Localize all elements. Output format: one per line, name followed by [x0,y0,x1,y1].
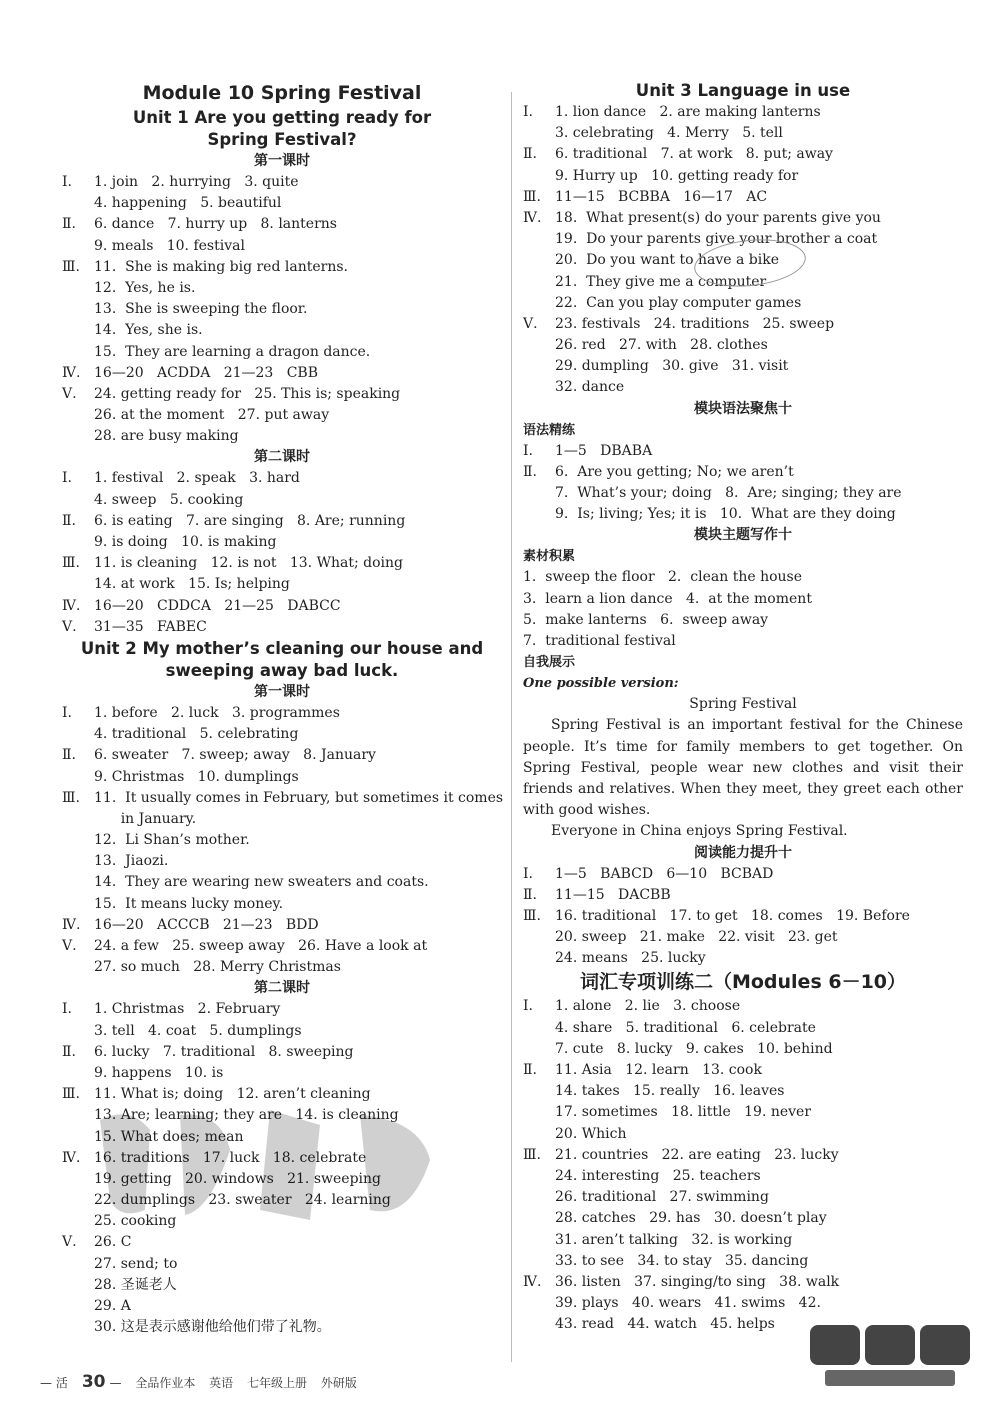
section-number: Ⅰ. [523,442,533,459]
answer-text: 28. are busy making [94,428,239,445]
subject: 英语 [209,1376,234,1390]
answer-line [62,767,502,788]
answer-line [62,193,502,214]
answer-line [62,405,502,426]
section-number: Ⅱ. [523,1062,537,1079]
answer-line [62,724,502,745]
section-title: 词汇专项训练二（Modules 6－10） [579,971,907,994]
answer-text: 7. cute 8. lucky 9. cakes 10. behind [555,1040,833,1057]
answer-line [523,1102,963,1123]
phrase-line: 7. traditional festival [523,632,676,649]
section-number: Ⅴ. [62,1234,77,1251]
answer-text: 1. lion dance 2. are making lanterns [555,104,821,120]
answer-text: 16—20 CDDCA 21—25 DABCC [94,597,341,614]
answer-line [523,1187,963,1208]
answer-line [62,1232,502,1253]
answer-text: 20. Do you want to have a bike [555,252,780,269]
section-number: Ⅰ. [62,174,72,190]
section-number: Ⅲ. [523,1146,541,1163]
answer-text: 19. Do your parents give your brother a coat [555,231,878,248]
answer-text: 26. C [94,1234,132,1251]
answer-text: 11—15 BCBBA 16—17 AC [555,188,768,205]
section-number: Ⅱ. [62,747,76,764]
lesson-heading: 第一课时 [254,683,310,700]
answer-text: 13. She is sweeping the floor. [94,301,308,318]
lesson-heading: 模块语法聚焦十 [694,400,792,417]
answer-line [523,293,963,314]
answer-text: 14. Yes, she is. [94,322,203,339]
section-number: Ⅳ. [523,209,542,226]
answer-text: 18. What present(s) do your parents give you [555,209,881,226]
answer-text: 16. traditions 17. luck 18. celebrate [94,1149,367,1166]
page-footer [40,1372,367,1392]
answer-text: 4. share 5. traditional 6. celebrate [555,1019,816,1036]
grade: 七年级上册 [247,1376,308,1390]
unit-heading: Unit 1 Are you getting ready for [132,108,432,127]
module-title: Module 10 Spring Festival [142,82,422,104]
answer-text: 1. alone 2. lie 3. choose [555,998,741,1015]
unit-heading: Unit 3 Language in use [635,81,851,100]
answer-text: 11. What is; doing 12. aren’t cleaning [94,1086,371,1103]
answer-text: 28. 圣诞老人 [94,1276,177,1293]
phrase-line: 1. sweep the floor 2. clean the house [523,569,803,586]
answer-line [523,335,963,356]
answer-line [62,363,502,384]
answer-line [523,102,963,123]
subsection-label: 素材积累 [523,549,576,565]
answer-text: 20. Which [555,1125,627,1142]
section-number: Ⅳ. [62,597,81,614]
answer-text: 22. dumplings 23. sweater 24. learning [94,1192,391,1209]
answer-text: 28. catches 29. has 30. doesn’t play [555,1210,827,1227]
answer-text: 6. sweater 7. sweep; away 8. January [94,747,376,764]
lesson-heading: 第二课时 [254,449,310,466]
answer-text: 4. happening 5. beautiful [94,195,282,212]
answer-text: 21. countries 22. are eating 23. lucky [555,1146,839,1163]
lesson-heading: 模块主题写作十 [694,527,792,544]
answer-text: 30. 这是表示感谢他给他们带了礼物。 [94,1319,331,1336]
answer-text: 1—5 DBABA [555,442,653,459]
answer-line [523,927,963,948]
answer-line [523,1251,963,1272]
answer-line [62,320,502,341]
lesson-heading: 第一课时 [254,153,310,169]
answer-text: 9. meals 10. festival [94,237,245,254]
answer-text: 4. traditional 5. celebrating [94,726,299,743]
answer-line [62,574,502,595]
answer-line [523,996,963,1017]
subsection-label: 语法精练 [523,422,576,438]
answer-text: 16—20 ACCCB 21—23 BDD [94,916,319,933]
answer-text: 9. Is; living; Yes; it is 10. What are they doing [555,506,896,523]
answer-text: 21. They give me a computer [555,273,767,290]
answer-text: 32. dance [555,379,625,396]
essay-intro: One possible version: [523,676,679,692]
answer-line [523,1272,963,1293]
answer-line [523,187,963,208]
answer-line [62,617,502,638]
answer-line [62,1317,502,1338]
answer-line [523,377,963,398]
essay-paragraph: Spring Festival is an important festival for the Chinese people. It’s time for family members to get together. On Spring Festival, people wear new clothes and visit their friends and relatives. When they meet, they greet each other with good wishes. [523,717,963,819]
answer-text: 6. lucky 7. traditional 8. sweeping [94,1043,354,1060]
section-number: Ⅰ. [62,1001,72,1018]
section-number: Ⅲ. [523,188,541,205]
edition: 外研版 [320,1376,357,1390]
answer-text: 19. getting 20. windows 21. sweeping [94,1170,381,1187]
answer-text: 26. red 27. with 28. clothes [555,337,768,354]
answer-text: 1. Christmas 2. February [94,1001,281,1018]
answer-line [62,596,502,617]
answer-line [62,703,502,724]
answer-line [62,957,502,978]
answer-line [62,745,502,766]
answer-text: 1—5 BABCD 6—10 BCBAD [555,865,774,882]
watermark-brush-text [90,1100,450,1230]
answer-line [62,490,502,511]
book-title: 全品作业本 [135,1376,196,1390]
answer-text: 39. plays 40. wears 41. swims 42. [555,1295,821,1312]
section-number: Ⅳ. [523,1273,542,1290]
section-number: Ⅰ. [523,865,533,882]
answer-site-logo [805,1320,975,1390]
answer-text: 11—15 DACBB [555,886,671,903]
answer-text: 43. read 44. watch 45. helps [555,1316,775,1333]
answer-line [62,851,502,872]
answer-line [62,809,502,830]
answer-line [523,504,963,525]
answer-text: 13. Jiaozi. [94,853,169,870]
answer-text: 6. is eating 7. are singing 8. Are; running [94,512,406,529]
answer-line [62,1254,502,1275]
section-number: Ⅳ. [62,364,81,381]
answer-text: 14. takes 15. really 16. leaves [555,1083,785,1100]
answer-line [523,1166,963,1187]
unit-heading: sweeping away bad luck. [165,660,399,680]
answer-line [62,236,502,257]
answer-text: 1. festival 2. speak 3. hard [94,470,300,487]
answer-line [62,532,502,553]
answer-line [523,144,963,165]
answer-text: 25. cooking [94,1213,177,1230]
phrase-line: 5. make lanterns 6. sweep away [523,611,769,628]
answer-line [523,864,963,885]
answer-text: 9. Christmas 10. dumplings [94,768,299,785]
answer-line [523,1230,963,1251]
answer-text: 24. interesting 25. teachers [555,1167,761,1184]
answer-text: 15. It means lucky money. [94,895,284,912]
answer-line [523,885,963,906]
answer-text: 7. What’s your; doing 8. Are; singing; they are [555,485,902,501]
answer-line [62,1063,502,1084]
answer-text: in January. [94,810,197,827]
page-number: 30 [81,1372,106,1392]
answer-text: 11. Asia 12. learn 13. cook [555,1062,762,1079]
answer-text: 6. traditional 7. at work 8. put; away [555,146,833,163]
answer-text: 16. traditional 17. to get 18. comes 19. Before [555,907,910,924]
answer-text: 29. dumpling 30. give 31. visit [555,358,789,375]
section-number: Ⅴ. [523,315,538,332]
section-number: Ⅱ. [62,216,76,233]
answer-line [523,123,963,144]
answer-line [62,384,502,405]
answer-line [62,426,502,447]
answer-text: 11. She is making big red lanterns. [94,258,348,275]
answer-line [523,314,963,335]
answer-text: 17. sometimes 18. little 19. never [555,1104,812,1121]
answer-text: 6. dance 7. hurry up 8. lanterns [94,216,337,233]
answer-text: 3. celebrating 4. Merry 5. tell [555,125,783,142]
answer-line [523,1145,963,1166]
answer-text: 23. festivals 24. traditions 25. sweep [555,315,835,332]
answer-text: 13. Are; learning; they are 14. is cleaning [94,1107,399,1124]
footer-suffix: — [109,1376,122,1390]
subsection-label: 自我展示 [523,655,576,671]
answer-text: 14. They are wearing new sweaters and coats. [94,874,429,891]
section-number: Ⅱ. [523,886,537,903]
answer-line [523,1124,963,1145]
section-number: Ⅲ. [62,258,80,275]
answer-text: 24. getting ready for 25. This is; speaking [94,385,401,402]
answer-text: 9. happens 10. is [94,1064,224,1081]
answer-line [523,356,963,377]
answer-line [523,462,963,483]
answer-line [62,172,502,193]
unit-heading: Spring Festival? [207,130,357,149]
answer-line [62,830,502,851]
answer-line [62,553,502,574]
answer-line [62,468,502,489]
answer-text: 15. They are learning a dragon dance. [94,343,371,360]
essay-paragraph: Everyone in China enjoys Spring Festival. [551,823,848,840]
section-number: Ⅰ. [523,998,533,1015]
answer-line [62,257,502,278]
answer-text: 11. It usually comes in February, but sometimes it comes [94,789,504,806]
section-number: Ⅲ. [62,1086,80,1103]
answer-text: 14. at work 15. Is; helping [94,576,290,593]
lesson-heading: 第二课时 [254,980,310,997]
answer-text: 4. sweep 5. cooking [94,491,244,508]
answer-line [62,915,502,936]
answer-text: 15. What does; mean [94,1128,244,1145]
section-number: Ⅱ. [62,512,76,529]
section-number: Ⅲ. [62,789,80,806]
essay-title: Spring Festival [689,696,797,713]
section-number: Ⅲ. [62,555,80,572]
answer-line [62,1042,502,1063]
phrase-line: 3. learn a lion dance 4. at the moment [523,590,812,607]
section-number: Ⅱ. [62,1043,76,1060]
answer-line [523,1081,963,1102]
answer-line [62,299,502,320]
answer-line [62,278,502,299]
answer-line [523,1060,963,1081]
answer-text: 24. means 25. lucky [555,950,706,967]
answer-text: 33. to see 34. to stay 35. dancing [555,1252,809,1269]
answer-line [523,906,963,927]
answer-text: 29. A [94,1298,131,1314]
answer-line [523,1018,963,1039]
answer-text: 11. is cleaning 12. is not 13. What; doing [94,555,403,572]
answer-text: 36. listen 37. singing/to sing 38. walk [555,1273,840,1290]
answer-text: 26. at the moment 27. put away [94,407,330,424]
answer-text: 20. sweep 21. make 22. visit 23. get [555,929,838,946]
answer-text: 1. join 2. hurrying 3. quite [94,174,299,190]
section-number: Ⅲ. [523,907,541,924]
answer-text: 27. send; to [94,1255,178,1272]
answer-line [62,936,502,957]
unit-heading: Unit 2 My mother’s cleaning our house and [80,638,484,658]
answer-text: 31. aren’t talking 32. is working [555,1231,793,1248]
answer-line [62,214,502,235]
answer-line [62,1021,502,1042]
answer-line [62,1296,502,1317]
answer-line [523,1208,963,1229]
answer-text: 12. Li Shan’s mother. [94,832,250,849]
section-number: Ⅰ. [62,470,72,487]
answer-line [523,483,963,504]
answer-line [62,511,502,532]
footer-prefix: — 活 [40,1376,68,1390]
answer-line [62,894,502,915]
answer-line [523,1039,963,1060]
section-number: Ⅰ. [523,104,533,120]
answer-text: 6. Are you getting; No; we aren’t [555,463,794,480]
answer-line [62,342,502,363]
answer-text: 16—20 ACDDA 21—23 CBB [94,364,318,381]
column-divider [511,92,512,1362]
section-number: Ⅱ. [523,463,537,480]
answer-text: 31—35 FABEC [94,618,207,635]
section-number: Ⅳ. [62,916,81,933]
answer-line [62,872,502,893]
answer-line [523,441,963,462]
answer-line [523,1293,963,1314]
section-number: Ⅳ. [62,1149,81,1166]
answer-text: 3. tell 4. coat 5. dumplings [94,1022,302,1039]
section-number: Ⅱ. [523,146,537,163]
section-number: Ⅴ. [62,385,77,402]
answer-line [62,999,502,1020]
answer-line [62,1275,502,1296]
answer-line [523,166,963,187]
answer-text: 9. is doing 10. is making [94,534,277,550]
answer-text: 26. traditional 27. swimming [555,1189,769,1206]
answer-text: 1. before 2. luck 3. programmes [94,704,340,721]
answer-text: 22. Can you play computer games [555,294,802,311]
answer-line [523,208,963,229]
answer-text: 9. Hurry up 10. getting ready for [555,167,799,184]
answer-line [62,788,502,809]
answer-text: 12. Yes, he is. [94,279,196,296]
section-number: Ⅴ. [62,618,77,635]
answer-text: 27. so much 28. Merry Christmas [94,959,341,976]
lesson-heading: 阅读能力提升十 [694,844,792,861]
section-number: Ⅴ. [62,938,77,954]
answer-line [523,948,963,969]
section-number: Ⅰ. [62,704,72,721]
answer-text: 24. a few 25. sweep away 26. Have a look at [94,938,428,954]
